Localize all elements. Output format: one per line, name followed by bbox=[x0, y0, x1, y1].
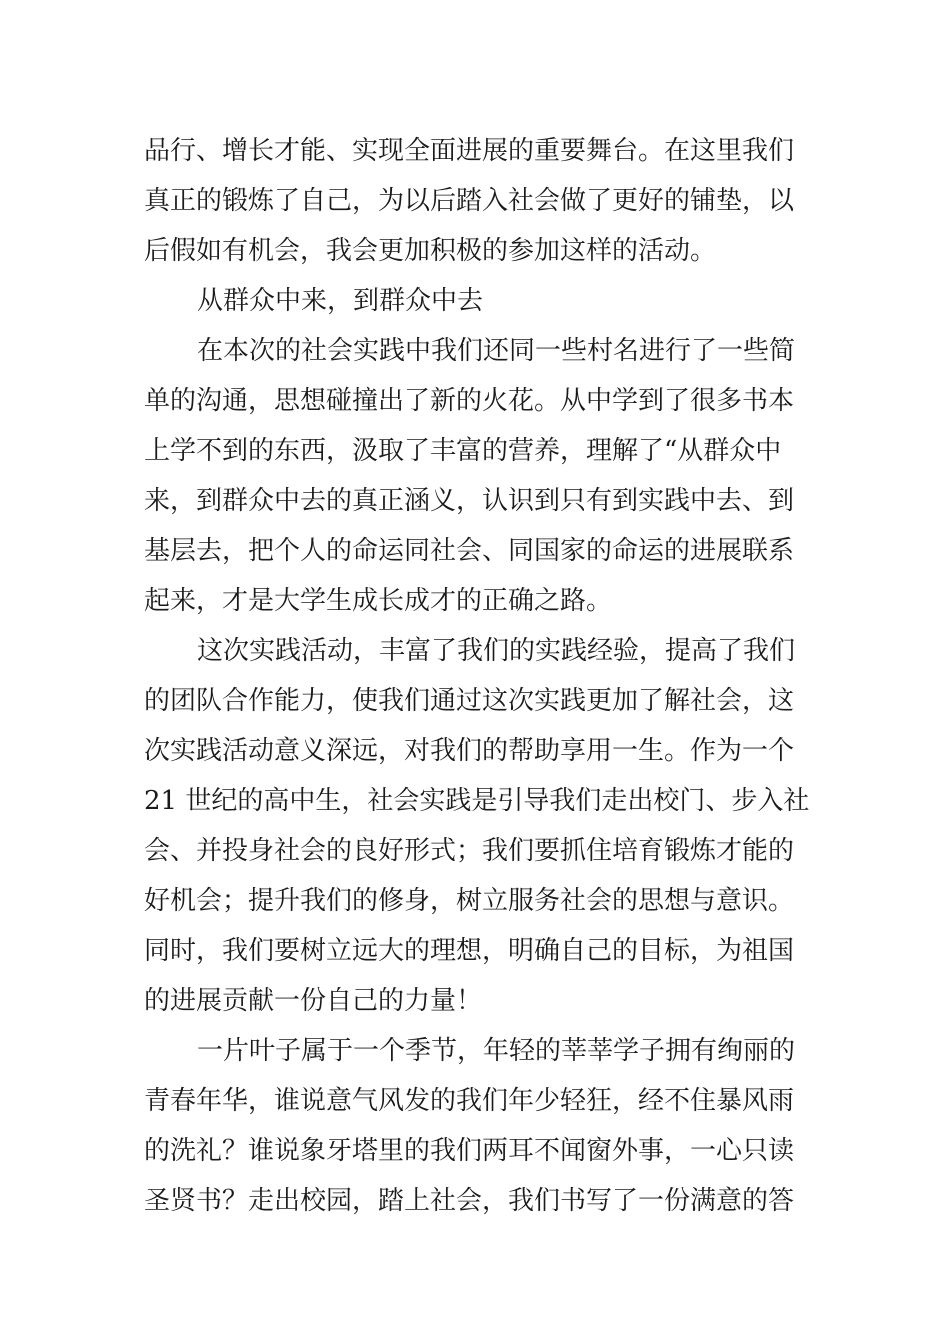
text-line: 圣贤书？走出校园，踏上社会，我们书写了一份满意的答 bbox=[144, 1186, 795, 1216]
text-line: 同时，我们要树立远大的理想，明确自己的目标，为祖国 bbox=[144, 936, 795, 966]
text-line: 21 世纪的高中生，社会实践是引导我们走出校门、步入社 bbox=[144, 786, 810, 816]
text-line: 的洗礼？谁说象牙塔里的我们两耳不闻窗外事，一心只读 bbox=[144, 1136, 795, 1166]
text-line: 在本次的社会实践中我们还同一些村名进行了一些简 bbox=[197, 336, 796, 366]
text-line: 上学不到的东西，汲取了丰富的营养，理解了“从群众中 bbox=[144, 436, 782, 466]
text-line: 次实践活动意义深远，对我们的帮助享用一生。作为一个 bbox=[144, 736, 795, 766]
text-line: 这次实践活动，丰富了我们的实践经验，提高了我们 bbox=[197, 636, 796, 666]
text-line: 来，到群众中去的真正涵义，认识到只有到实践中去、到 bbox=[144, 486, 795, 516]
text-line: 起来，才是大学生成长成才的正确之路。 bbox=[144, 586, 613, 616]
text-line: 真正的锻炼了自己，为以后踏入社会做了更好的铺垫，以 bbox=[144, 186, 795, 216]
text-line: 一片叶子属于一个季节，年轻的莘莘学子拥有绚丽的 bbox=[197, 1036, 796, 1066]
text-line: 品行、增长才能、实现全面进展的重要舞台。在这里我们 bbox=[144, 136, 795, 166]
text-line: 的团队合作能力，使我们通过这次实践更加了解社会，这 bbox=[144, 686, 795, 716]
text-line: 后假如有机会，我会更加积极的参加这样的活动。 bbox=[144, 236, 717, 266]
text-line: 的进展贡献一份自己的力量！ bbox=[144, 986, 483, 1016]
section-heading: 从群众中来，到群众中去 bbox=[197, 286, 484, 316]
text-line: 会、并投身社会的良好形式；我们要抓住培育锻炼才能的 bbox=[144, 836, 795, 866]
text-line: 基层去，把个人的命运同社会、同国家的命运的进展联系 bbox=[144, 536, 795, 566]
text-line: 好机会；提升我们的修身，树立服务社会的思想与意识。 bbox=[144, 886, 795, 916]
text-line: 单的沟通，思想碰撞出了新的火花。从中学到了很多书本 bbox=[144, 386, 795, 416]
text-line: 青春年华，谁说意气风发的我们年少轻狂，经不住暴风雨 bbox=[144, 1086, 795, 1116]
document-body bbox=[144, 126, 808, 1226]
